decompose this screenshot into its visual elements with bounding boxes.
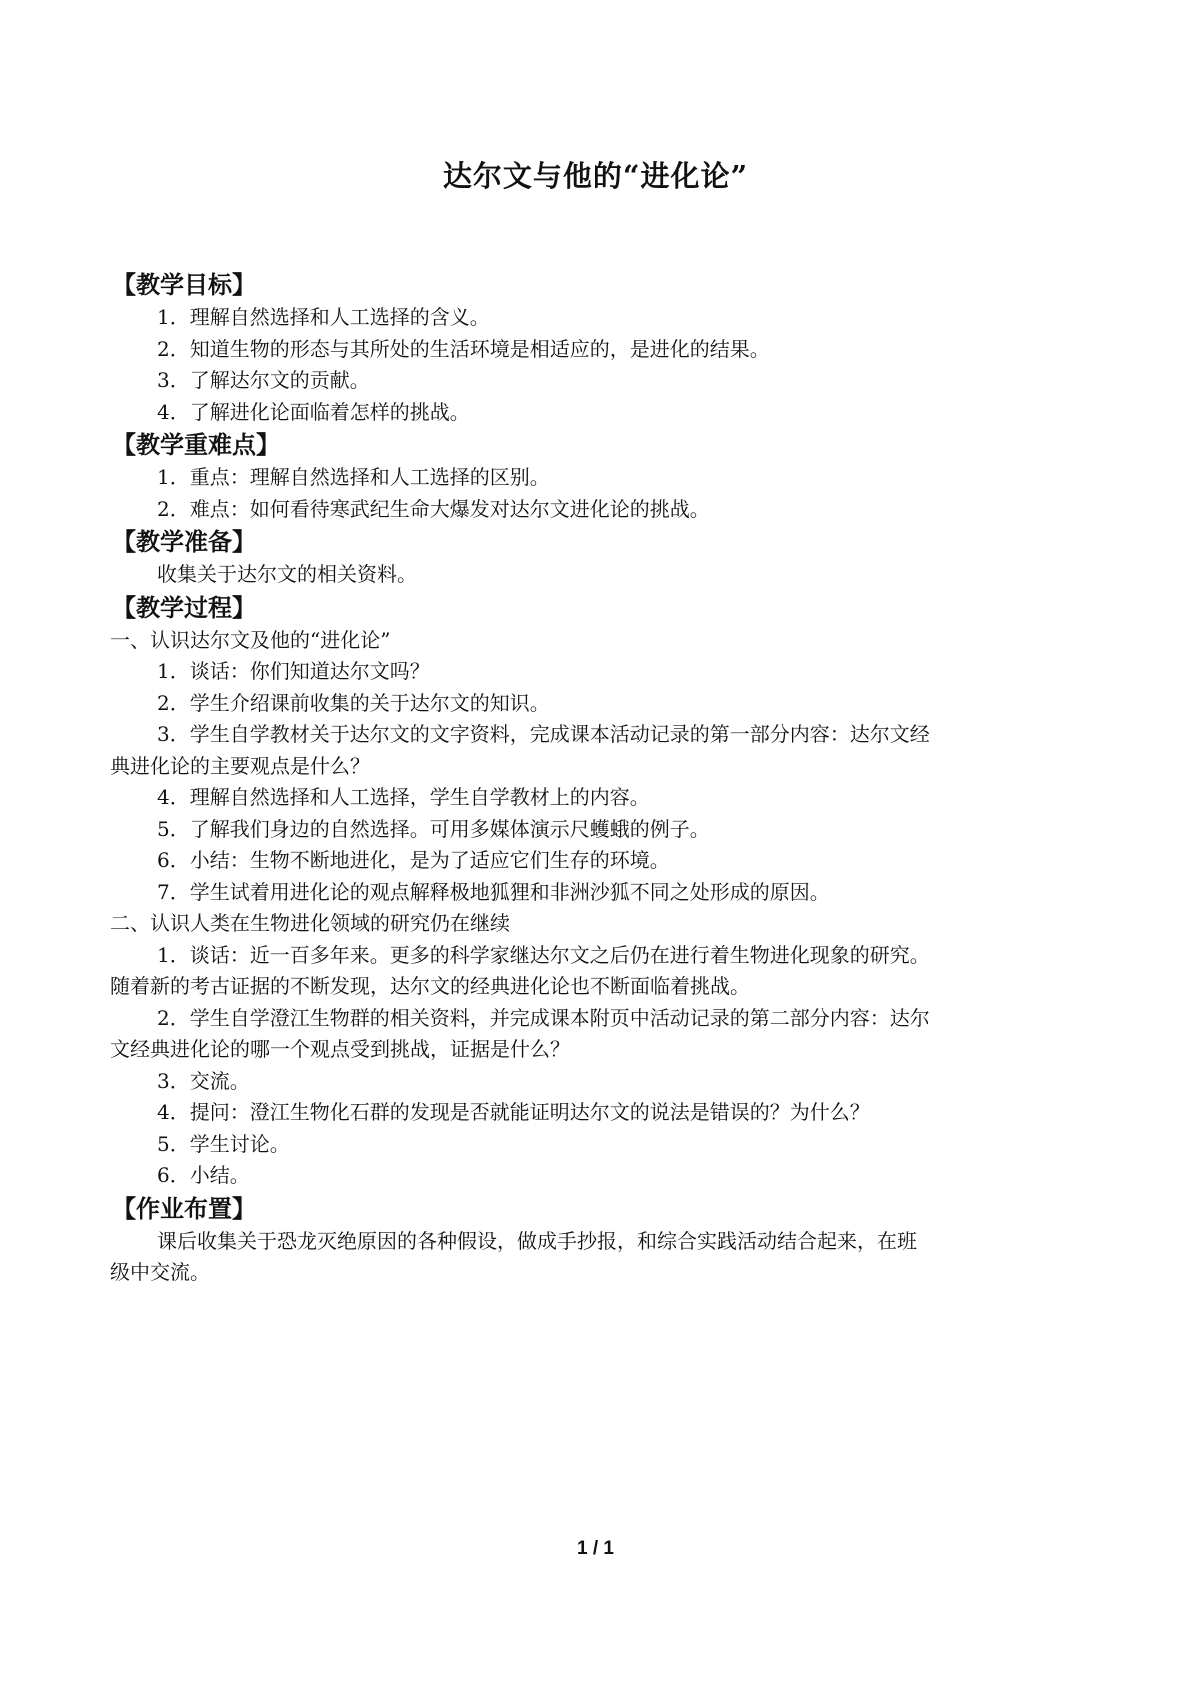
page-number: 1 / 1 [577,1538,614,1559]
process-item: 1．谈话：近一百多年来。更多的科学家继达尔文之后仍在进行着生物进化现象的研究。 [157,942,930,967]
section-heading-goals: 【教学目标】 [112,270,256,299]
process-item: 5．了解我们身边的自然选择。可用多媒体演示尺蠖蛾的例子。 [157,816,710,841]
process-item: 6．小结：生物不断地进化，是为了适应它们生存的环境。 [157,848,670,872]
section-homework [110,1192,1090,1289]
homework-item: 课后收集关于恐龙灭绝原因的各种假设，做成手抄报，和综合实践活动结合起来，在班 [157,1228,917,1253]
process-item: 5．学生讨论。 [157,1131,290,1156]
homework-item-continued: 级中交流。 [110,1260,210,1284]
goal-item: 3．了解达尔文的贡献。 [157,368,370,392]
process-item: 4．理解自然选择和人工选择，学生自学教材上的内容。 [157,785,650,809]
key-point-item: 1．重点：理解自然选择和人工选择的区别。 [157,465,550,489]
section-goals [110,268,1090,428]
section-heading-process: 【教学过程】 [112,592,256,622]
section-process [110,591,1090,1192]
goal-item: 2．知道生物的形态与其所处的生活环境是相适应的，是进化的结果。 [157,336,770,361]
process-item-continued: 文经典进化论的哪一个观点受到挑战，证据是什么？ [110,1037,570,1061]
process-item: 4．提问：澄江生物化石群的发现是否就能证明达尔文的说法是错误的？为什么？ [157,1100,870,1124]
process-item: 2．学生自学澄江生物群的相关资料，并完成课本附页中活动记录的第二部分内容：达尔 [157,1005,930,1030]
process-item: 3．交流。 [157,1068,250,1093]
section-heading-homework: 【作业布置】 [112,1193,256,1223]
section-heading-key-points: 【教学重难点】 [112,430,280,459]
key-point-item: 2．难点：如何看待寒武纪生命大爆发对达尔文进化论的挑战。 [157,496,710,521]
process-item: 7．学生试着用进化论的观点解释极地狐狸和非洲沙狐不同之处形成的原因。 [157,879,830,904]
section-preparation [110,525,1090,591]
process-item: 3．学生自学教材关于达尔文的文字资料，完成课本活动记录的第一部分内容：达尔文经 [157,722,930,746]
process-part-title: 一、认识达尔文及他的“进化论” [110,627,391,652]
preparation-item: 收集关于达尔文的相关资料。 [157,562,417,586]
section-heading-preparation: 【教学准备】 [112,527,256,556]
document-title: 达尔文与他的“进化论” [442,159,749,193]
process-item-continued: 典进化论的主要观点是什么？ [110,753,370,778]
process-part-title: 二、认识人类在生物进化领域的研究仍在继续 [110,911,510,935]
process-item-continued: 随着新的考古证据的不断发现，达尔文的经典进化论也不断面临着挑战。 [110,974,750,998]
process-item: 1．谈话：你们知道达尔文吗？ [157,659,430,683]
document-body [110,268,1090,1289]
section-key-points [110,428,1090,525]
process-item: 2．学生介绍课前收集的关于达尔文的知识。 [157,690,550,715]
goal-item: 1．理解自然选择和人工选择的含义。 [157,305,490,329]
process-item: 6．小结。 [157,1163,250,1187]
goal-item: 4．了解进化论面临着怎样的挑战。 [157,399,470,424]
